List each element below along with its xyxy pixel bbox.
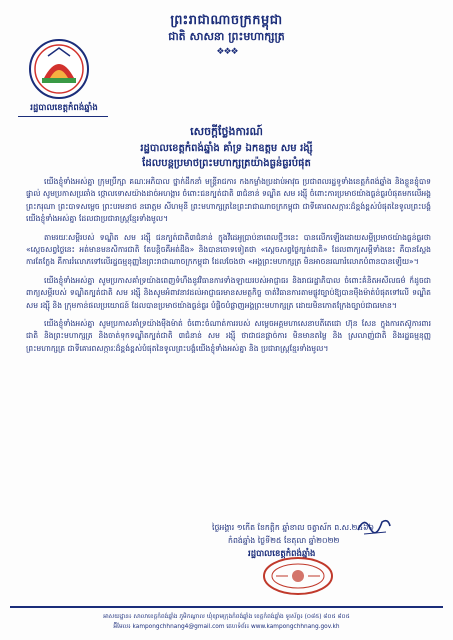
signature-icon [354,512,394,538]
footer-address: អាសយដ្ឋាន៖ សាលាខេត្តកំពង់ឆ្នាំង ភូមិកណ្តាល ឃុំខ្សាមក្រុងកំពង់ឆ្នាំង ខេត្តកំពង់ឆ្នាំង ទូរស័ព្ទ៖ (០៨៥) ៨០៥ ៨០៥ [103,614,350,620]
footer-contact: អ៊ីមែល៖ kampongchhnang4@gmail.com គេហទំព័រ៖ www.kampongchhnang.gov.kh [113,624,340,630]
national-motto: ជាតិ សាសនា ព្រះមហាក្សត្រ [168,30,285,43]
paragraph: យើងខ្ញុំទាំងអស់គ្នា ក្រុមប្រឹក្សា គណៈអភិបាល ថ្នាក់ដឹកនាំ មន្ត្រីរាជការ កងកម្លាំងប្រដាប់អាវុធ ប្រជាពលរដ្ឋទូទាំងខេត្តកំពង់ឆ្នាំង និងខ្លួនខ្ញុំបាទផ្ទាល់ សូមប្រកាសប្រឆាំង ថ្កោលទោសយ៉ាងដាច់អហង្ការ ចំពោះជនក្បត់ជាតិ ៣ជំនាន់ ទណ្ឌិត សម រង្ស៊ី ចំពោះការប្រមាថយ៉ាងធ្ងន់ធ្ងរបំផុតមកលើអង្គ ព្រះករុណា ព្រះបាទសម្តេច ព្រះបរមនាថ នរោត្តម សីហមុនី ព្រះមហាក្សត្រនៃព្រះរាជាណាចក្រកម្ពុជា ជាទីគោរពសក្ការៈដ៏ខ្ពង់ខ្ពស់បំផុតនៃទូលព្រះបង្គំយើងខ្ញុំទាំងអស់គ្នា ដែលជាប្រជារាស្ត្រខ្មែរទាំងមូល។ [26,177,431,224]
document-subtitle-line2: ដែលបន្តប្រមាថព្រះមហាក្សត្រយ៉ាងធ្ងន់ធ្ងរបំផុត [142,158,311,169]
provincial-emblem-icon [28,38,90,100]
paragraph: យើងខ្ញុំទាំងអស់គ្នា សូមប្រកាសគាំទ្រយ៉ាងពេញទំហឹងនូវវិធានការទាំងឡាយរបស់អាជ្ញាធរ និងរាជរដ្ឋាភិបាល ចំពោះគំនិតអសីលធម៌ ក៏ដូចជាពាក្យសម្តីរបស់ ទណ្ឌិតក្បត់ជាតិ សម រង្ស៊ី និងសូមអំពាវនាវដល់អាជ្ញាធរមានសមត្ថកិច្ច ចាត់វិធានការតាមផ្លូវច្បាប់ឱ្យបានម៉ឺងម៉ាត់បំផុតទៅលើ ទណ្ឌិត សម រង្ស៊ី និង ក្រុមកាន់ផលប្រយោជន៍ ដែលបានប្រមាថយ៉ាងធ្ងន់ធ្ងរ បំផ្លិចបំផ្លាញអង្គព្រះមហាក្សត្រ ដោយមិនកោតក្រែងច្បាប់ជាធរមាន។ [26,275,431,310]
kingdom-heading: ព្រះរាជាណាចក្រកម្ពុជា [170,13,283,28]
organization-name: រដ្ឋបាលខេត្តកំពង់ឆ្នាំង [30,103,98,113]
organization-underline [18,116,108,117]
official-seal-icon [262,556,334,596]
paragraph: តាមរយៈសម្តីរបស់ ទណ្ឌិត សម រង្ស៊ី ជនក្បត់ជាតិ៣ជំនាន់ ក្នុងវីដេអូប្រាប់នាពេលថ្មីៗនេះ បានលើកឡើងដោយសម្តីប្រមាថយ៉ាងធ្ងន់ធ្ងរថា «ស្តេចសព្វថ្ងៃនេះ អត់មានមនសិការជាតិ តែបន្តិចគឺអត់ដឹង» និងបានចោទទៀតថា «ស្តេចសព្វថ្ងៃក្បត់ជាតិ» ដែលពាក្យសម្តីទាំងនេះ គឺបានស្តែងការតែក្លែង គឺការរំលោភទៅលើរដ្ឋធម្មនុញ្ញនៃព្រះរាជាណាចក្រកម្ពុជា ដែលចែងថា «អង្គព្រះមហាក្សត្រ មិនអាចនរណារំលោភបំពានបានឡើយ»។ [26,232,431,267]
paragraph: យើងខ្ញុំទាំងអស់គ្នា សូមប្រកាសគាំទ្រយ៉ាងម៉ឺងម៉ាត់ ចំពោះចំណាត់ការរបស់ សម្តេចអគ្គមហាសេនាបតីតេជោ ហ៊ុន សែន ក្នុងការតស៊ូការពារជាតិ និងព្រះមហាក្សត្រ និងចាត់ទុកទណ្ឌិតក្បត់ជាតិ ៣ជំនាន់ សម រង្ស៊ី ថាជាជនផ្តាច់ការ មិនមានតម្លៃ និង ស្រលាញ់ជាតិ និងរដ្ឋធម្មនុញ្ញ ព្រះមហាក្សត្រ ជាទីគោរពសក្ការៈដ៏ខ្ពង់ខ្ពស់បំផុតនៃទូលព្រះបង្គំយើងខ្ញុំទាំងអស់គ្នា និង ប្រជារាស្ត្រខ្មែរទាំងមូល។ [26,319,431,353]
motto-ornament: ❖❖❖ [216,47,238,57]
document-title: សេចក្តីថ្លែងការណ៍ [190,125,263,138]
solar-date: កំពង់ឆ្នាំង ថ្ងៃទី២៥ ខែតុលា ឆ្នាំ២០២២ [228,536,340,545]
signing-organization: រដ្ឋបាលខេត្តកំពង់ឆ្នាំង [248,549,316,559]
lunar-date: ថ្ងៃអង្គារ ១កើត ខែកត្តិក ឆ្នាំខាល ចត្វាស័ក ព.ស.២៥៦៦ [212,523,375,532]
document-subtitle: រដ្ឋបាលខេត្តកំពង់ឆ្នាំង គាំទ្រ ឯកឧត្តម សម រង្ស៊ី [140,143,313,154]
statement-body [26,176,431,361]
footer-divider [10,606,443,608]
